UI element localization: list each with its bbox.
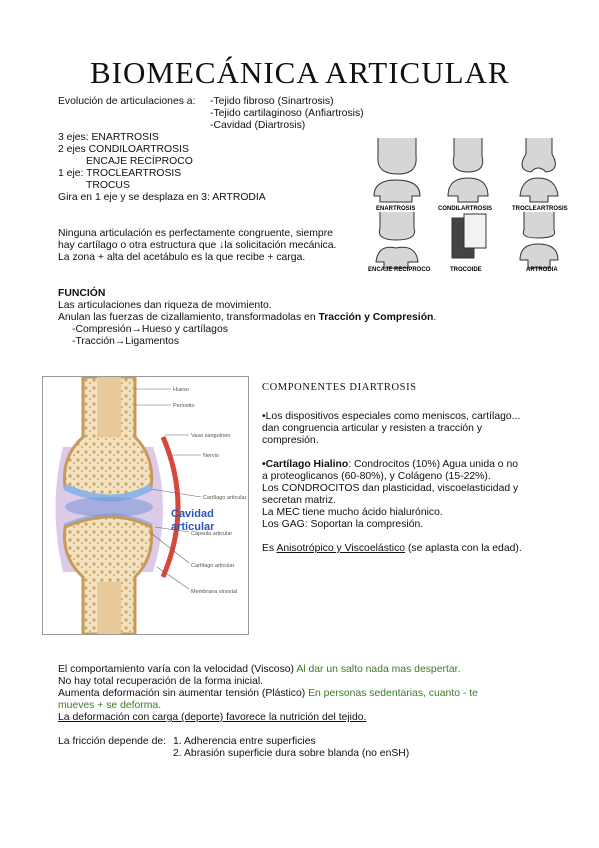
diagram-label: Cápsula articular xyxy=(191,531,233,537)
friccion-item: 2. Abrasión superficie dura sobre blanda (no enSH) xyxy=(173,748,410,759)
componentes-line: dan congruencia articular y resisten a tracción y xyxy=(262,423,483,434)
trocleartrosis-bone-lower xyxy=(520,178,558,202)
encaje-bone-lower xyxy=(376,247,418,268)
condilartrosis-bone-upper xyxy=(453,138,482,172)
funcion-line: Las articulaciones dan riqueza de movimiento. xyxy=(58,300,272,311)
diagram-label: Cartílago articular xyxy=(203,495,247,501)
artrodia-bone-upper xyxy=(523,212,554,238)
anisotropico: Anisotrópico y Viscoelástico xyxy=(276,543,406,554)
ninguna-line: La zona + alta del acetábulo es la que recibe + carga. xyxy=(58,252,306,263)
friccion-item: 1. Adherencia entre superficies xyxy=(173,736,316,747)
comportamiento-line: No hay total recuperación de la forma inicial. xyxy=(58,676,264,687)
ejes-line: Gira en 1 eje y se desplaza en 3: ARTRODIA xyxy=(58,192,266,203)
joint-label: ENARTROSIS xyxy=(376,206,416,212)
ninguna-line: Ninguna articulación es perfectamente congruente, siempre xyxy=(58,228,333,239)
componentes-line: compresión. xyxy=(262,435,319,446)
diagram-label: Hueso xyxy=(173,387,189,393)
componentes-line xyxy=(262,459,518,471)
comportamiento-example: mueves + se deforma. xyxy=(58,700,162,711)
evolucion-item: -Cavidad (Diartrosis) xyxy=(210,120,306,131)
componentes-line: La MEC tiene mucho ácido hialurónico. xyxy=(262,507,443,518)
diagram-label: Nervio xyxy=(203,453,219,459)
friccion-lead: La fricción depende de: xyxy=(58,736,167,747)
diagram-label: Periostio xyxy=(173,403,195,409)
bone-marrow-upper xyxy=(97,377,121,437)
joint-types-illustration xyxy=(366,134,571,274)
ejes-line: 1 eje: TROCLEARTROSIS xyxy=(58,168,182,179)
joint-label: ENCAJE RECIPROCO xyxy=(368,267,431,273)
diagram-label: Vaso sanguíneo xyxy=(191,433,231,439)
evolucion-item: -Tejido cartilaginoso (Anfiartrosis) xyxy=(210,108,364,119)
diagram-label: Membrana sinovial xyxy=(191,589,238,595)
ejes-line: 2 ejes CONDILOARTROSIS xyxy=(58,144,189,155)
joint-label: TROCLEARTROSIS xyxy=(512,206,568,212)
funcion-text: . xyxy=(433,312,437,323)
componentes-line: Los GAG: Soportan la compresión. xyxy=(262,519,424,530)
enartrosis-bone-upper xyxy=(378,138,416,174)
funcion-line: -Tracción→Ligamentos xyxy=(72,336,180,347)
cavity-label-2: articular xyxy=(171,521,215,533)
enartrosis-bone-lower xyxy=(374,180,420,202)
cavity xyxy=(65,497,153,517)
comportamiento-text: Aumenta deformación sin aumentar tensión (Plástico) xyxy=(58,688,309,699)
capsule-red xyxy=(163,437,178,577)
cartilago-hialino: •Cartílago Hialino xyxy=(262,459,349,470)
joint-label: TROCOIDE xyxy=(450,267,482,273)
componentes-line: a proteoglicanos (60-80%), y Colágeno (15-22%). xyxy=(262,471,491,482)
bone-marrow-lower xyxy=(97,582,121,634)
comportamiento-line xyxy=(58,664,460,676)
componentes-line: secretan matriz. xyxy=(262,495,336,506)
funcion-line xyxy=(58,312,436,324)
funcion-emphasis: Tracción y Compresión xyxy=(318,312,434,323)
componentes-line: •Los dispositivos especiales como meniscos, cartílago... xyxy=(262,411,521,422)
condilartrosis-bone-lower xyxy=(448,178,488,202)
comportamiento-line xyxy=(58,688,478,700)
comportamiento-example: En personas sedentarias, cuanto - te xyxy=(308,688,478,699)
ejes-line: ENCAJE RECÍPROCO xyxy=(86,156,193,167)
componentes-line xyxy=(262,543,522,555)
comportamiento-line: La deformación con carga (deporte) favorece la nutrición del tejido. xyxy=(58,712,367,723)
diagram-label: Cartílago articular xyxy=(191,563,235,569)
componentes-heading: COMPONENTES DIARTROSIS xyxy=(262,382,417,393)
funcion-text: Anulan las fuerzas de cizallamiento, transformadolas en xyxy=(58,312,319,323)
cavity-label-1: Cavidad xyxy=(171,508,214,520)
componentes-text: : Condrocitos (10%) Agua unida o no xyxy=(348,459,519,470)
artrodia-bone-lower xyxy=(520,244,558,268)
evolucion-item: -Tejido fibroso (Sinartrosis) xyxy=(210,96,334,107)
funcion-line: -Compresión→Hueso y cartílagos xyxy=(72,324,228,335)
joint-label: ARTRODIA xyxy=(526,267,558,273)
page-title: BIOMECÁNICA ARTICULAR xyxy=(90,55,510,90)
comportamiento-example: Al dar un salto nada mas despertar. xyxy=(296,664,461,675)
ejes-line: 3 ejes: ENARTROSIS xyxy=(58,132,159,143)
joint-label: CONDILARTROSIS xyxy=(438,206,492,212)
componentes-text: Es xyxy=(262,543,277,554)
joint-diagram-box xyxy=(42,376,249,635)
funcion-heading: FUNCIÓN xyxy=(58,288,106,299)
trocoide-ring xyxy=(464,214,486,248)
ejes-line: TROCUS xyxy=(86,180,130,191)
componentes-line: Los CONDROCITOS dan plasticidad, viscoelasticidad y xyxy=(262,483,519,494)
ninguna-line: hay cartílago o otra estructura que ↓la solicitación mecánica. xyxy=(58,240,337,251)
trocleartrosis-bone-upper xyxy=(522,138,555,172)
synovial-joint-diagram xyxy=(43,377,248,634)
comportamiento-text: El comportamiento varía con la velocidad (Viscoso) xyxy=(58,664,297,675)
evolucion-lead: Evolución de articulaciones a: xyxy=(58,96,196,107)
componentes-text: (se aplasta con la edad). xyxy=(405,543,522,554)
encaje-bone-upper xyxy=(379,212,414,240)
